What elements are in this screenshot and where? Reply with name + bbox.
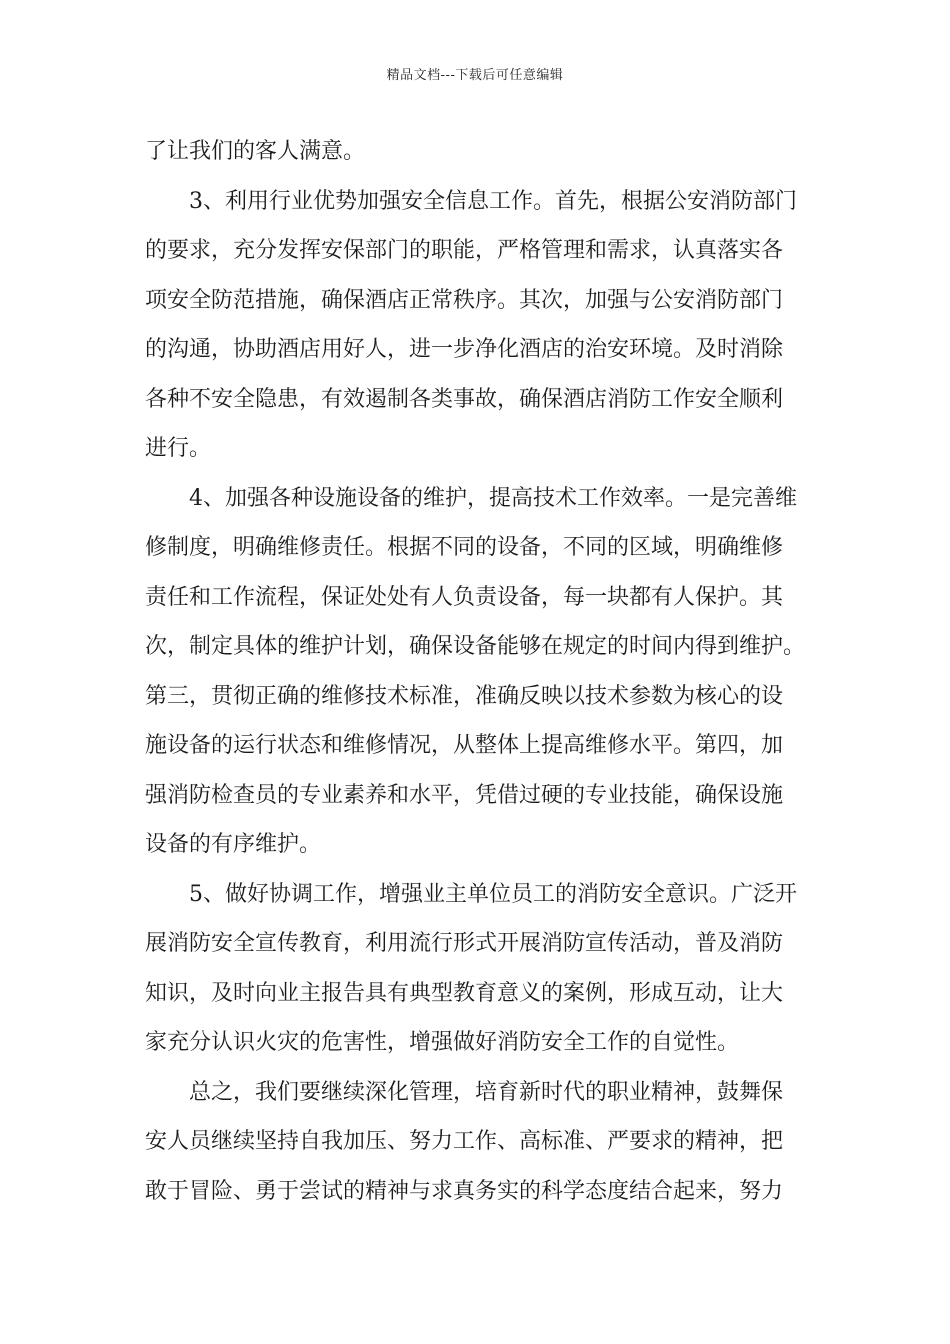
- text-line-11: 次，制定具体的维护计划，确保设备能够在规定的时间内得到维护。: [145, 634, 806, 659]
- text-line-14: 强消防检查员的专业素养和水平，凭借过硬的专业技能，确保设施: [145, 782, 784, 808]
- text-line-18: 知识，及时向业主报告具有典型教育意义的案例，形成互动，让大: [145, 980, 784, 1006]
- text-line-13: 施设备的运行状态和维修情况，从整体上提高维修水平。第四，加: [145, 733, 784, 758]
- text-line-19: 家充分认识火灾的危害性，增强做好消防安全工作的自觉性。: [145, 1030, 740, 1055]
- text-line-7: 进行。: [145, 436, 212, 461]
- text-line-6: 各种不安全隐患，有效遏制各类事故，确保酒店消防工作安全顺利: [145, 386, 784, 412]
- text-line-21: 安人员继续坚持自我加压、努力工作、高标准、严要求的精神，把: [145, 1129, 784, 1154]
- text-line-12: 第三，贯彻正确的维修技术标准，准确反映以技术参数为核心的设: [145, 683, 784, 709]
- text-line-17: 展消防安全宣传教育，利用流行形式开展消防宣传活动，普及消防: [145, 931, 784, 956]
- text-line-22: 敢于冒险、勇于尝试的精神与求真务实的科学态度结合起来，努力: [145, 1178, 784, 1204]
- text-line-3: 的要求，充分发挥安保部门的职能，严格管理和需求，认真落实各: [145, 238, 784, 263]
- text-line-4: 项安全防范措施，确保酒店正常秩序。其次，加强与公安消防部门: [145, 287, 784, 313]
- text-line-5: 的沟通，协助酒店用好人，进一步净化酒店的治安环境。及时消除: [145, 337, 784, 362]
- text-line-20: 总之，我们要继续深化管理，培育新时代的职业精神，鼓舞保: [189, 1079, 784, 1105]
- page-header: 精品文档---下载后可任意编辑: [386, 68, 564, 83]
- text-line-2: 3、利用行业优势加强安全信息工作。首先，根据公安消防部门: [189, 188, 797, 214]
- text-line-1: 了让我们的客人满意。: [145, 139, 366, 164]
- text-line-10: 责任和工作流程，保证处处有人负责设备，每一块都有人保护。其: [145, 584, 784, 610]
- text-line-9: 修制度，明确维修责任。根据不同的设备，不同的区域，明确维修: [145, 535, 784, 560]
- text-line-8: 4、加强各种设施设备的维护，提高技术工作效率。一是完善维: [189, 485, 797, 511]
- text-line-15: 设备的有序维护。: [145, 832, 322, 857]
- document-body: [145, 127, 805, 1216]
- text-line-16: 5、做好协调工作，增强业主单位员工的消防安全意识。广泛开: [189, 881, 797, 907]
